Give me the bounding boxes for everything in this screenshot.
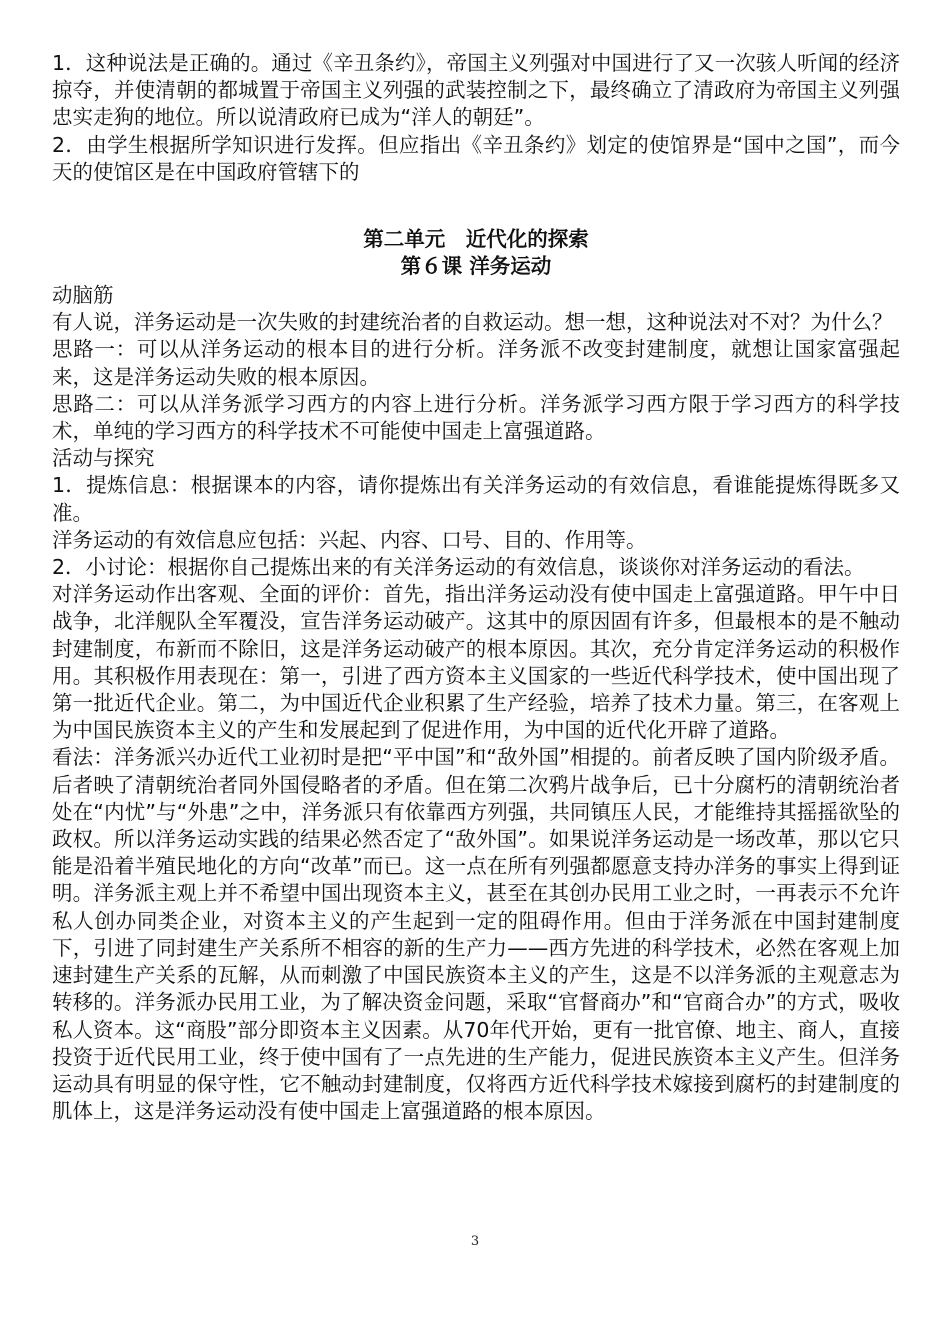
answer-2: 2．由学生根据所学知识进行发挥。但应指出《辛丑条约》划定的使馆界是“国中之国”，而今天的使馆区是在中国政府管辖下的 — [52, 132, 900, 184]
activity-evaluation: 对洋务运动作出客观、全面的评价：首先，指出洋务运动没有使中国走上富强道路。甲午中日战争，北洋舰队全军覆没，宣告洋务运动破产。这其中的原因固有许多，但最根本的是不触动封建制度，布新而不除旧，这是洋务运动破产的根本原因。其次，充分肯定洋务运动的积极作用。其积极作用表现在：第一，引进了西方资本主义国家的一些近代科学技术，使中国出现了第一批近代企业。第二，为中国近代企业积累了生产经验，培养了技术力量。第三，在客观上为中国民族资本主义的产生和发展起到了促进作用，为中国的近代化开辟了道路。 — [52, 582, 900, 743]
brainstorm-idea-2: 思路二：可以从洋务派学习西方的内容上进行分析。洋务派学习西方限于学习西方的科学技术，单纯的学习西方的科学技术不可能使中国走上富强道路。 — [52, 391, 900, 444]
document-page — [52, 50, 900, 1125]
answer-1: 1．这种说法是正确的。通过《辛丑条约》，帝国主义列强对中国进行了又一次骇人听闻的经济掠夺，并使清朝的都城置于帝国主义列强的武装控制之下，最终确立了清政府为帝国主义列强忠实走狗的地位。所以说清政府已成为“洋人的朝廷”。 — [52, 51, 900, 130]
activity-view: 看法：洋务派兴办近代工业初时是把“平中国”和“敌外国”相提的。前者反映了国内阶级矛盾。后者映了清朝统治者同外国侵略者的矛盾。但在第二次鸦片战争后，已十分腐朽的清朝统治者处在“内忧”与“外患”之中，洋务派只有依靠西方列强，共同镇压人民，才能维持其摇摇欲坠的政权。所以洋务运动实践的结果必然否定了“敌外国”。如果说洋务运动是一场改革，那以它只能是沿着半殖民地化的方向“改革”而已。这一点在所有列强都愿意支持办洋务的事实上得到证明。洋务派主观上并不希望中国出现资本主义，甚至在其创办民用工业之时，一再表示不允许私人创办同类企业，对资本主义的产生起到一定的阻碍作用。但由于洋务派在中国封建制度下，引进了同封建生产关系所不相容的新的生产力——西方先进的科学技术，必然在客观上加速封建生产关系的瓦解，从而刺激了中国民族资本主义的产生，这是不以洋务派的主观意志为转移的。洋务派办民用工业，为了解决资金问题，采取“官督商办”和“官商合办”的方式，吸收私人资本。这“商股”部分即资本主义因素。从70年代开始，更有一批官僚、地主、商人，直接投资于近代民用工业，终于使中国有了一点先进的生产能力，促进民族资本主义产生。但洋务运动具有明显的保守性，它不触动封建制度，仅将西方近代科学技术嫁接到腐朽的封建制度的肌体上，这是洋务运动没有使中国走上富强道路的根本原因。 — [52, 745, 900, 1124]
brainstorm-idea-1: 思路一：可以从洋务运动的根本目的进行分析。洋务派不改变封建制度，就想让国家富强起来，这是洋务运动失败的根本原因。 — [52, 337, 900, 389]
activity-task-2: 2．小讨论：根据你自己提炼出来的有关洋务运动的有效信息，谈谈你对洋务运动的看法。 — [52, 555, 865, 580]
activity-task-1-answer: 洋务运动的有效信息应包括：兴起、内容、口号、目的、作用等。 — [52, 527, 647, 552]
unit-title: 第二单元 近代化的探索 — [363, 227, 589, 252]
brainstorm-heading: 动脑筋 — [52, 283, 114, 308]
page-number: 3 — [470, 1234, 480, 1249]
brainstorm-question: 有人说，洋务运动是一次失败的封建统治者的自救运动。想一想，这种说法对不对？为什么？ — [52, 310, 893, 335]
activity-heading: 活动与探究 — [52, 446, 155, 471]
lesson-title: 第６课 洋务运动 — [400, 254, 552, 279]
activity-task-1: 1．提炼信息：根据课本的内容，请你提炼出有关洋务运动的有效信息，看谁能提炼得既多又准。 — [52, 473, 900, 525]
